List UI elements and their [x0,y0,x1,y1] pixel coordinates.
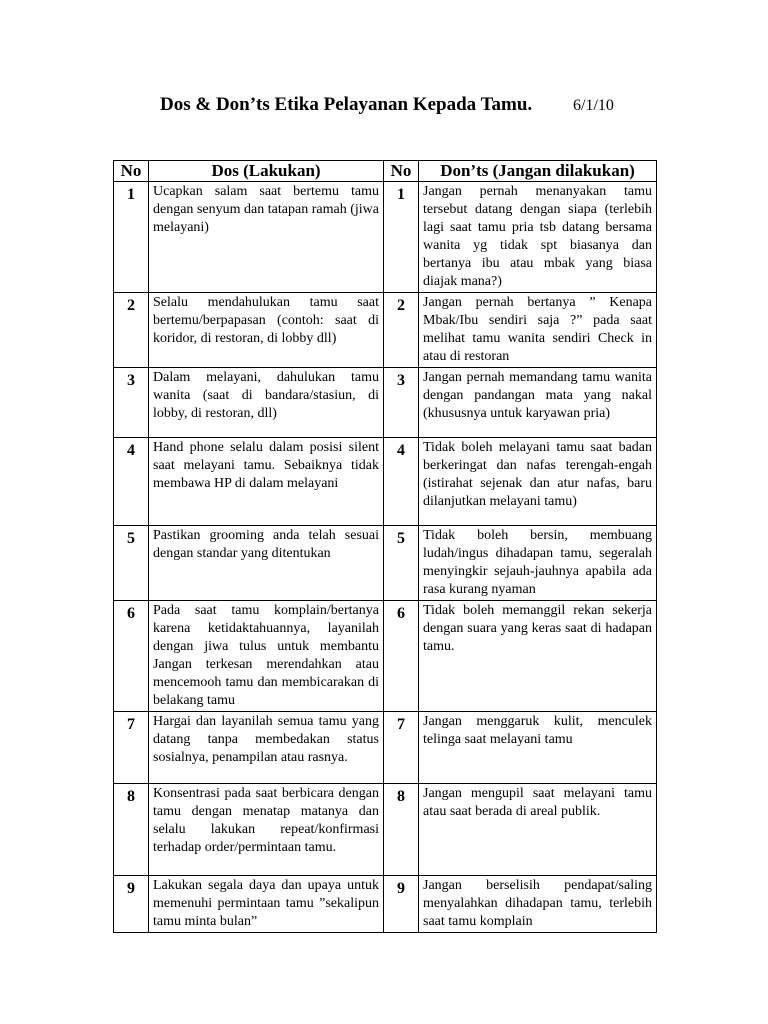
dos-cell: Lakukan segala daya dan upaya untuk memenuhi permintaan tamu ”sekalipun tamu minta bulan” [149,876,384,933]
table-row [114,784,657,876]
donts-cell: Tidak boleh melayani tamu saat badan berkeringat dan nafas terengah-engah (istirahat sejenak dan atur nafas, baru dilanjutkan melayani tamu) [419,438,657,526]
dos-cell: Pastikan grooming anda telah sesuai dengan standar yang ditentukan [149,526,384,601]
row-number-2: 3 [384,368,419,438]
row-number: 6 [114,601,149,712]
header-no: No [114,161,149,182]
row-number: 1 [114,182,149,293]
dos-cell: Selalu mendahulukan tamu saat bertemu/berpapasan (contoh: saat di koridor, di restoran, di lobby dll) [149,293,384,368]
document-title: Dos & Don’ts Etika Pelayanan Kepada Tamu. [160,94,533,115]
donts-cell: Jangan pernah menanyakan tamu tersebut datang dengan siapa (terlebih lagi saat tamu pria tsb datang bersama wanita yg tidak spt biasanya dan bertanya ibu atau mbak yang biasa diajak mana?) [419,182,657,293]
row-number-2: 6 [384,601,419,712]
table-row [114,293,657,368]
header-dos: Dos (Lakukan) [149,161,384,182]
document-header [0,94,768,124]
table-row [114,601,657,712]
row-number-2: 2 [384,293,419,368]
table-row [114,438,657,526]
header-no-2: No [384,161,419,182]
donts-cell: Tidak boleh memanggil rekan sekerja dengan suara yang keras saat di hadapan tamu. [419,601,657,712]
dos-cell: Hargai dan layanilah semua tamu yang datang tanpa membedakan status sosialnya, penampilan atau rasnya. [149,712,384,784]
table-row [114,876,657,933]
dos-cell: Hand phone selalu dalam posisi silent saat melayani tamu. Sebaiknya tidak membawa HP di dalam melayani [149,438,384,526]
table-header-row [114,161,657,182]
header-donts: Don’ts (Jangan dilakukan) [419,161,657,182]
row-number: 2 [114,293,149,368]
row-number-2: 9 [384,876,419,933]
donts-cell: Jangan pernah memandang tamu wanita dengan pandangan mata yang nakal (khususnya untuk karyawan pria) [419,368,657,438]
donts-cell: Jangan berselisih pendapat/saling menyalahkan dihadapan tamu, terlebih saat tamu komplain [419,876,657,933]
document-date: 6/1/10 [573,97,614,114]
donts-cell: Jangan menggaruk kulit, menculek telinga saat melayani tamu [419,712,657,784]
donts-cell: Tidak boleh bersin, membuang ludah/ingus dihadapan tamu, segeralah menyingkir sejauh-jauhnya apabila ada rasa kurang nyaman [419,526,657,601]
table-row [114,712,657,784]
row-number: 5 [114,526,149,601]
table-row [114,526,657,601]
donts-cell: Jangan mengupil saat melayani tamu atau saat berada di areal publik. [419,784,657,876]
row-number-2: 4 [384,438,419,526]
donts-cell: Jangan pernah bertanya ” Kenapa Mbak/Ibu sendiri saja ?” pada saat melihat tamu wanita sendiri Check in atau di restoran [419,293,657,368]
dos-cell: Ucapkan salam saat bertemu tamu dengan senyum dan tatapan ramah (jiwa melayani) [149,182,384,293]
row-number-2: 5 [384,526,419,601]
table-row [114,368,657,438]
table-row [114,182,657,293]
row-number-2: 8 [384,784,419,876]
dos-cell: Dalam melayani, dahulukan tamu wanita (saat di bandara/stasiun, di lobby, di restoran, dll) [149,368,384,438]
row-number: 9 [114,876,149,933]
dos-cell: Konsentrasi pada saat berbicara dengan tamu dengan menatap matanya dan selalu lakukan repeat/konfirmasi terhadap order/permintaan tamu. [149,784,384,876]
etiquette-table [113,160,657,933]
row-number: 7 [114,712,149,784]
row-number-2: 7 [384,712,419,784]
dos-cell: Pada saat tamu komplain/bertanya karena ketidaktahuannya, layanilah dengan jiwa tulus untuk membantu Jangan terkesan merendahkan atau mencemooh tamu dan membicarakan di belakang tamu [149,601,384,712]
row-number-2: 1 [384,182,419,293]
row-number: 8 [114,784,149,876]
row-number: 3 [114,368,149,438]
row-number: 4 [114,438,149,526]
